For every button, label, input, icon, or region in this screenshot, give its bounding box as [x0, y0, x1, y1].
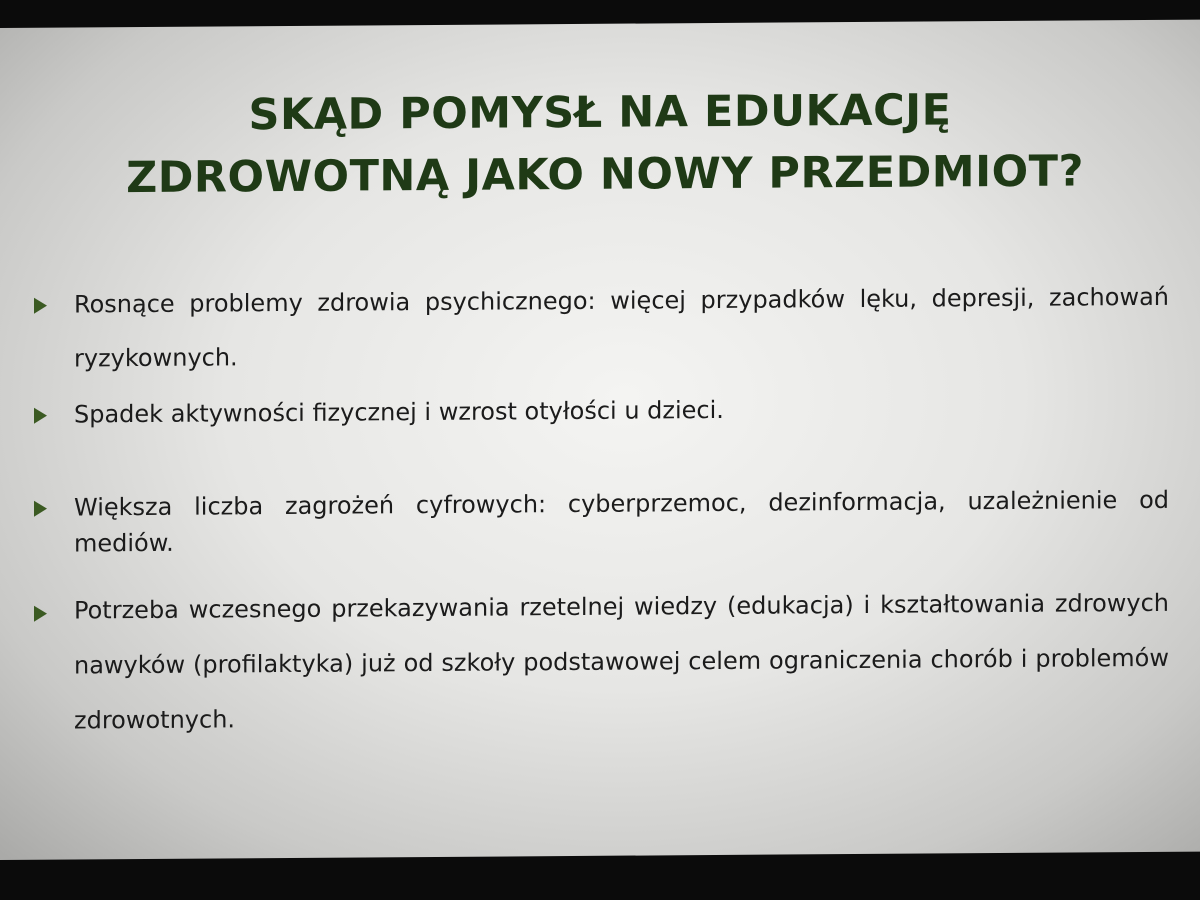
slide-title — [0, 78, 1200, 210]
bullet-text: Rosnące problemy zdrowia psychicznego: więcej przypadków lęku, depresji, zachowań ryzykownych. — [74, 282, 1169, 373]
presentation-slide — [0, 20, 1200, 860]
bullet-item — [34, 482, 1169, 562]
bullet-text: Potrzeba wczesnego przekazywania rzetelnej wiedzy (edukacja) i kształtowania zdrowych nawyków (profilaktyka) już od szkoły podstawowej celem ograniczenia chorób i problemów zdrowotnych. — [74, 588, 1169, 735]
triangle-bullet-icon — [34, 408, 47, 424]
triangle-bullet-icon — [34, 298, 47, 314]
bullet-item — [34, 576, 1169, 749]
bullet-item — [34, 270, 1169, 386]
triangle-bullet-icon — [34, 606, 47, 622]
bullet-list — [34, 270, 1169, 749]
slide-title-line-2: ZDROWOTNĄ JAKO NOWY PRZEDMIOT? — [126, 146, 1084, 204]
bullet-text: Spadek aktywności fizycznej i wzrost otyłości u dzieci. — [74, 395, 724, 429]
triangle-bullet-icon — [34, 501, 47, 517]
slide-title-line-1: SKĄD POMYSŁ NA EDUKACJĘ — [248, 85, 952, 141]
bullet-item — [34, 380, 1169, 442]
bullet-text: Większa liczba zagrożeń cyfrowych: cyberprzemoc, dezinformacja, uzależnienie od mediów. — [74, 485, 1169, 558]
